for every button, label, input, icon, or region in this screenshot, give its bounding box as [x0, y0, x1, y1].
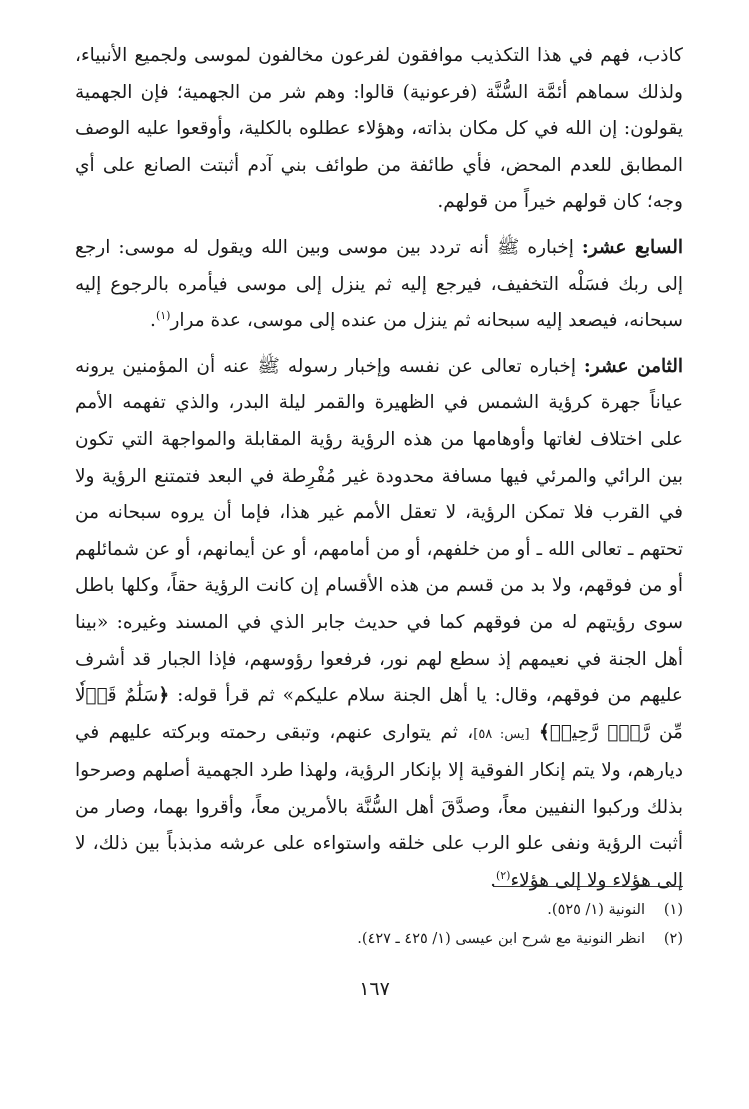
text-line: الجهمية يقولون: إن الله في كل مكان بذاته، وهؤلاء عطلوه بالكلية، وأوقعوا — [75, 81, 683, 140]
paragraph-2 — [75, 230, 683, 340]
footnote-number: (١) — [663, 902, 683, 918]
quran-verse: سَلَٰمٌ قَوۡلٗا مِّن رَّبّٖ رَّحِيمٖ — [75, 685, 683, 743]
text-line: ارجع إلى ربك فسَلْه التخفيف، فيرجع إليه ثم ينزل إلى موسى فيأمره بالرجوع — [75, 236, 683, 295]
text-line: الجهمية أصلهم وصرحوا بذلك وركبوا النفيين معاً، وصدَّقَ أهل السُّنَّة بالأمرين — [75, 760, 683, 818]
footnote-item — [75, 896, 683, 925]
quran-bracket-open: ﴿ — [158, 685, 170, 707]
text-line: وغيره: «بينا أهل الجنة في نعيمهم إذ سطع لهم نور، فرفعوا رؤوسهم، فإذا — [75, 611, 683, 670]
text-line: الجبار قد أشرف عليهم من فوقهم، وقال: يا أهل الجنة سلام عليكم» ثم قرأ — [75, 648, 683, 707]
text-line: إخباره تعالى عن نفسه وإخبار رسوله ﷺ عنه أن المؤمنين — [122, 355, 576, 377]
footnote-text: انظر النونية مع شرح ابن عيسى (١/ ٤٢٥ ـ ٤٢٧). — [357, 931, 645, 947]
text-line: وبركته عليهم في ديارهم، ولا يتم إنكار الفوقية إلا بإنكار الرؤية، ولهذا طرد — [75, 721, 683, 782]
footnote-divider — [493, 886, 683, 887]
footnote-item — [75, 925, 683, 954]
page-body — [75, 38, 683, 947]
quran-reference: [يس: ٥٨] — [473, 726, 530, 742]
text-line: إخباره ﷺ أنه تردد بين موسى وبين الله ويقول له موسى: — [118, 236, 574, 258]
text-line: الأمم على اختلاف لغاتها وأوهامها من هذه الرؤية رؤية المقابلة والمواجهة التي — [75, 392, 683, 450]
text-line: كاذب، فهم في هذا التكذيب موافقون لفرعون مخالفون لموسى ولجميع — [134, 45, 683, 66]
footnote-marker[interactable]: (١) — [155, 309, 171, 322]
quran-bracket-close: ﴾ — [538, 721, 550, 743]
section-heading: الثامن عشر: — [583, 355, 683, 377]
quran-intro: قوله: — [177, 685, 218, 707]
text-line: إليه سبحانه، فيصعد إليه سبحانه ثم ينزل من عنده إلى موسى، عدة مرار — [75, 273, 683, 332]
text-line: الصانع على أي وجه؛ كان قولهم خيراً من قولهم. — [75, 154, 683, 213]
footnote-marker[interactable]: (٢) — [495, 868, 511, 882]
text-line: تكون بين الرائي والمرئي فيها مسافة محدودة غير مُفْرِطة في البعد فتمتنع الرؤية — [75, 428, 683, 487]
footnotes — [75, 896, 683, 954]
text-line: من تحتهم ـ تعالى الله ـ أو من خلفهم، أو من أمامهم، أو عن أيمانهم، أو عن — [75, 502, 683, 560]
paragraph-1 — [75, 38, 683, 221]
page-number: ١٦٧ — [359, 978, 390, 1000]
footnote-number: (٢) — [663, 931, 683, 947]
text-line: يرونه عياناً جهرة كرؤية الشمس في الظهيرة والقمر ليلة البدر، والذي تفهمه — [75, 355, 683, 414]
footnote-text: النونية (١/ ٥٢٥). — [547, 902, 645, 918]
text-line: ولا في القرب فلا تمكن الرؤية، لا تعقل الأمم غير هذا، فإما أن يروه سبحانه — [75, 465, 683, 524]
text-line: الأنبياء، ولذلك سماهم أئمَّة السُّنَّة (فرعونية) قالوا: وهم شر من الجهمية؛ فإن — [75, 45, 683, 103]
text-line: شمائلهم أو من فوقهم، ولا بد من قسم من هذه الأقسام إن كانت الرؤية حقاً، — [75, 538, 683, 597]
text-line: معاً، وأقروا بهما، وصار من أثبت الرؤية ونفى علو الرب على خلقه واستواءه — [75, 796, 683, 855]
text-line: ، ثم يتوارى عنهم، وتبقى رحمته — [219, 721, 474, 743]
text-line: عليه الوصف المطابق للعدم المحض، فأي طائفة من طوائف بني آدم أثبتت — [75, 118, 683, 176]
paragraph-3 — [75, 349, 683, 900]
text-line: وكلها باطل سوى رؤيتهم له من فوقهم كما في حديث جابر الذي في المسند — [75, 575, 683, 633]
section-heading: السابع عشر: — [581, 236, 683, 258]
text-line: على عرشه مذبذباً بين ذلك، لا إلى هؤلاء ولا إلى هؤلاء — [75, 833, 683, 892]
sentence-end: . — [490, 870, 496, 892]
sentence-end: . — [150, 310, 156, 332]
